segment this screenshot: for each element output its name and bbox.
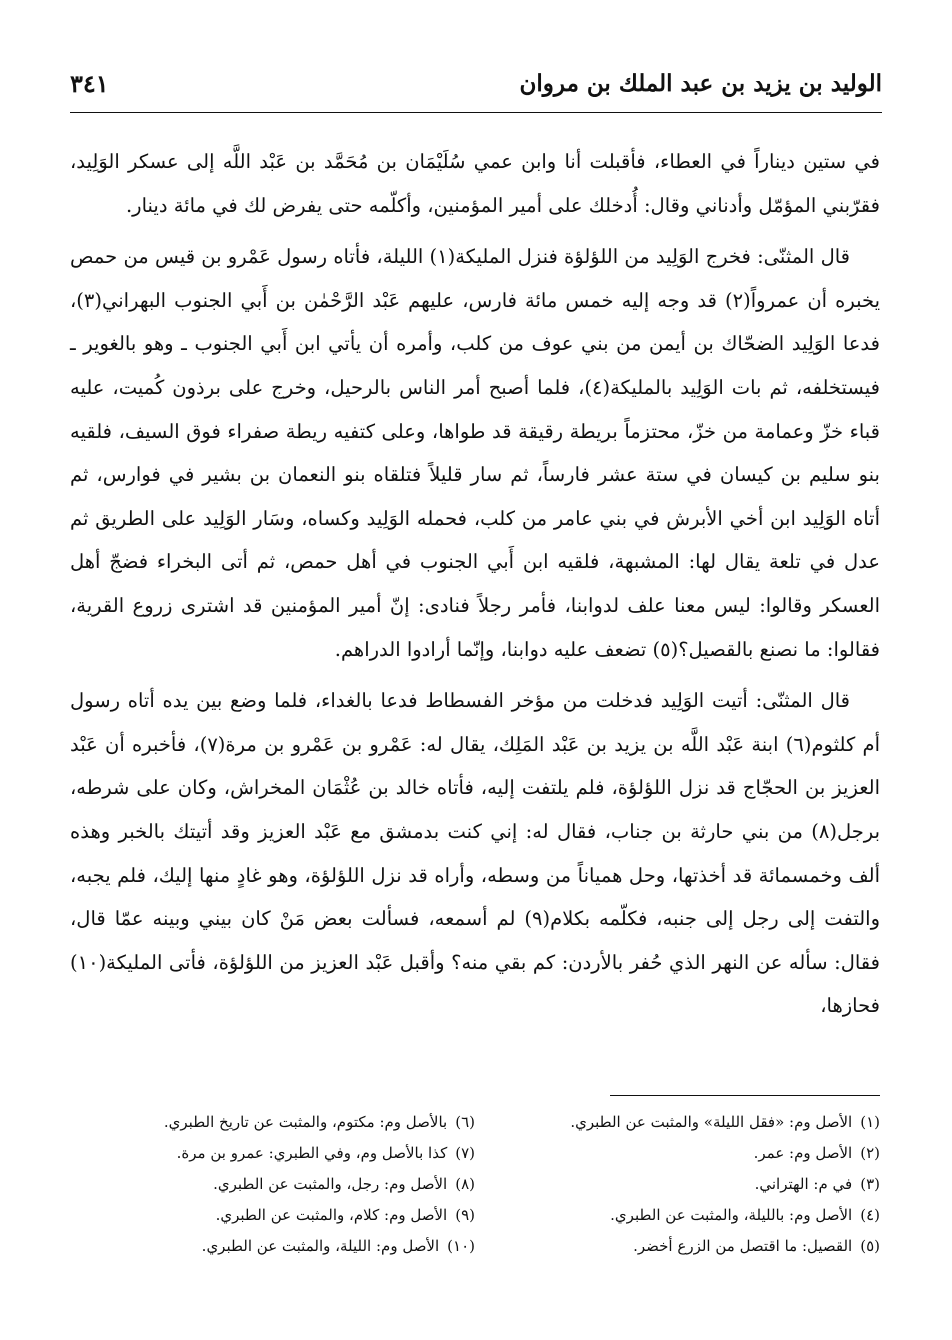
footnote <box>70 1231 475 1262</box>
footnote <box>475 1169 880 1200</box>
paragraph: في ستين ديناراً في العطاء، فأقبلت أنا وابن عمي سُلَيْمَان بن مُحَمَّد بن عَبْد اللَّه إلى عسكر الوَلِيد، فقرّبني المؤمّل وأدناني وقال: أُدخلك على أمير المؤمنين، وأكلّمه حتى يفرض لك في مائة دينار. <box>70 150 880 217</box>
footnote-number: (٣) <box>860 1175 880 1193</box>
footnote-text: الأصل وم: بالليلة، والمثبت عن الطبري. <box>610 1206 853 1224</box>
footnote-text: كذا بالأصل وم، وفي الطبري: عمرو بن مرة. <box>176 1144 448 1162</box>
footnote-number: (٧) <box>455 1144 475 1162</box>
footnote <box>475 1138 880 1169</box>
footnote-text: الأصل وم: عمر. <box>753 1144 853 1162</box>
footnote-text: الأصل وم: كلام، والمثبت عن الطبري. <box>215 1206 448 1224</box>
header-rule <box>70 112 882 113</box>
footnote <box>70 1107 475 1138</box>
footnote-rule <box>610 1095 880 1096</box>
footnote <box>475 1200 880 1231</box>
footnote <box>70 1138 475 1169</box>
footnotes-right-column <box>475 1107 880 1262</box>
footnote <box>475 1107 880 1138</box>
footnote-number: (١) <box>860 1113 880 1131</box>
footnote-number: (٤) <box>860 1206 880 1224</box>
page-header <box>70 58 882 108</box>
footnote-number: (١٠) <box>447 1237 475 1255</box>
paragraph: قال المثنّى: أتيت الوَلِيد فدخلت من مؤخر الفسطاط فدعا بالغداء، فلما وضع بين يده أتاه رسول أم كلثوم(٦) ابنة عَبْد اللَّه بن يزيد بن عَبْد المَلِك، يقال له: عَمْرو بن عَمْرو بن مرة(٧)، فأخبره أن عَبْد العزيز بن الحجّاج قد نزل اللؤلؤة، فلم يلتفت إليه، فأتاه خالد بن عُثْمَان المخراش، وكان على شرطه، برجل(٨) من بني حارثة بن جناب، فقال له: إني كنت بدمشق مع عَبْد العزيز وقد أتيتك بالخبر وهذه ألف وخمسمائة قد أخذتها، وحل همياناً من وسطه، وأراه قد نزل اللؤلؤة، وهو غادٍ منها إليك، فلم يجبه، والتفت إلى رجل إلى جنبه، فكلّمه بكلام(٩) لم أسمعه، فسألت بعض مَنْ كان بيني وبينه عمّا قال، فقال: سأله عن النهر الذي حُفر بالأردن: كم بقي منه؟ وأقبل عَبْد العزيز من اللؤلؤة، فأتى المليكة(١٠) فحازها، <box>70 689 880 1018</box>
footnote-text: القصيل: ما اقتصل من الزرع أخضر. <box>633 1237 853 1255</box>
page-number: ٣٤١ <box>70 68 109 98</box>
paragraph: قال المثنّى: فخرج الوَلِيد من اللؤلؤة فنزل المليكة(١) الليلة، فأتاه رسول عَمْرو بن قيس من حمص يخبره أن عمرواً(٢) قد وجه إليه خمس مائة فارس، عليهم عَبْد الرَّحْمٰن بن أَبي الجنوب البهراني(٣)، فدعا الوَلِيد الضحّاك بن أيمن من بني عوف من كلب، وأمره أن يأتي ابن أَبي الجنوب ـ وهو بالغوير ـ فيستخلفه، ثم بات الوَلِيد بالمليكة(٤)، فلما أصبح أمر الناس بالرحيل، وخرج على برذون كُميت، عليه قباء خزّ وعمامة من خزّ، محتزماً بريطة رقيقة قد طواها، وعلى كتفيه ريطة صفراء فوق السيف، فلقيه بنو سليم بن كيسان في ستة عشر فارساً، ثم سار قليلاً فتلقاه بنو النعمان بن بشير في فوارس، ثم أتاه الوَلِيد ابن أخي الأبرش في بني عامر من كلب، فحمله الوَلِيد وكساه، وسَار الوَلِيد على الطريق ثم عدل في تلعة يقال لها: المشبهة، فلقيه ابن أَبي الجنوب في أهل حمص، ثم أتى البخراء فضجّ أهل العسكر وقالوا: ليس معنا علف لدوابنا، فأمر رجلاً فنادى: إنّ أمير المؤمنين قد اشترى زروع القرية، فقالوا: ما نصنع بالقصيل؟(٥) تضعف عليه دوابنا، وإنّما أرادوا الدراهم. <box>70 245 881 661</box>
footnote <box>70 1169 475 1200</box>
footnote <box>70 1200 475 1231</box>
footnote <box>475 1231 880 1262</box>
footnote-number: (٩) <box>455 1206 475 1224</box>
footnotes <box>70 1107 880 1262</box>
footnote-number: (٢) <box>860 1144 880 1162</box>
footnote-number: (٥) <box>860 1237 880 1255</box>
footnote-text: الأصل وم: الليلة، والمثبت عن الطبري. <box>201 1237 440 1255</box>
footnote-text: بالأصل وم: مكتوم، والمثبت عن تاريخ الطبري. <box>163 1113 448 1131</box>
footnote-text: الأصل وم: «فقل الليلة» والمثبت عن الطبري. <box>570 1113 853 1131</box>
footnotes-left-column <box>70 1107 475 1262</box>
footnote-text: في م: الهتراني. <box>754 1175 853 1193</box>
footnote-number: (٨) <box>455 1175 475 1193</box>
footnote-text: الأصل وم: رجل، والمثبت عن الطبري. <box>213 1175 448 1193</box>
main-text <box>70 140 880 1028</box>
footnote-number: (٦) <box>455 1113 475 1131</box>
running-title: الوليد بن يزيد بن عبد الملك بن مروان <box>519 69 882 97</box>
